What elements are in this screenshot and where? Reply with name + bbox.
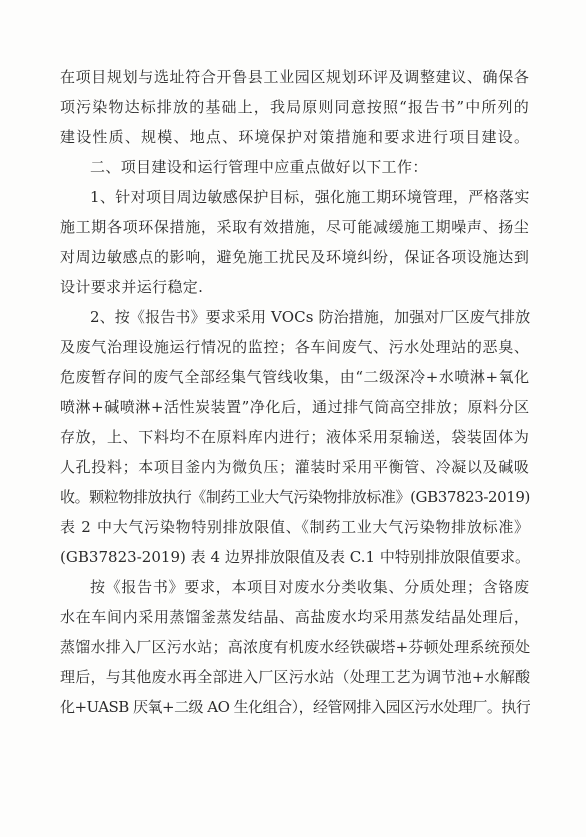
text-line: 对周边敏感点的影响，避免施工扰民及环境纠纷，保证各项设施达到 (60, 248, 530, 266)
document-body (60, 62, 530, 722)
text-line: 表 2 中大气污染物特别排放限值、《制药工业大气污染物排放标准》 (60, 518, 530, 536)
text-line: 1、针对项目周边敏感保护目标，强化施工期环境管理，严格落实 (90, 188, 530, 206)
text-line: 项污染物达标排放的基础上，我局原则同意按照“报告书”中所列的 (60, 98, 530, 116)
text-line: 收。颗粒物排放执行《制药工业大气污染物排放标准》(GB37823-2019) (60, 488, 530, 506)
text-line: 二、项目建设和运行管理中应重点做好以下工作： (90, 158, 428, 176)
text-line: (GB37823-2019) 表 4 边界排放限值及表 C.1 中特别排放限值要求。 (60, 548, 530, 566)
text-line: 设计要求并运行稳定. (60, 278, 204, 296)
text-line: 及废气治理设施运行情况的监控；各车间废气、污水处理站的恶臭、 (60, 338, 530, 356)
text-line: 化+UASB 厌氧+二级 AO 生化组合），经管网排入园区污水处理厂。执行 (60, 698, 530, 716)
text-line: 建设性质、规模、地点、环境保护对策措施和要求进行项目建设。 (60, 128, 530, 146)
text-line: 蒸馏水排入厂区污水站；高浓度有机废水经铁碳塔+芬顿处理系统预处 (60, 638, 530, 656)
text-line: 喷淋+碱喷淋+活性炭装置”净化后，通过排气筒高空排放；原料分区 (60, 398, 530, 416)
text-line: 存放，上、下料均不在原料库内进行；液体采用泵输送，袋装固体为 (60, 428, 530, 446)
text-line: 施工期各项环保措施，采取有效措施，尽可能减缓施工期噪声、扬尘 (60, 218, 530, 236)
text-line: 水在车间内采用蒸馏釜蒸发结晶、高盐废水均采用蒸发结晶处理后， (60, 608, 530, 626)
text-line: 按《报告书》要求，本项目对废水分类收集、分质处理；含铬废 (90, 578, 530, 596)
text-line: 在项目规划与选址符合开鲁县工业园区规划环评及调整建议、确保各 (60, 68, 530, 86)
text-line: 危废暂存间的废气全部经集气管线收集，由“二级深冷+水喷淋+氧化 (60, 368, 530, 386)
text-line: 人孔投料；本项目釜内为微负压；灌装时采用平衡管、冷凝以及碱吸 (60, 458, 530, 476)
text-line: 2、按《报告书》要求采用 VOCs 防治措施，加强对厂区废气排放 (90, 308, 530, 326)
text-line: 理后，与其他废水再全部进入厂区污水站（处理工艺为调节池+水解酸 (60, 668, 530, 686)
